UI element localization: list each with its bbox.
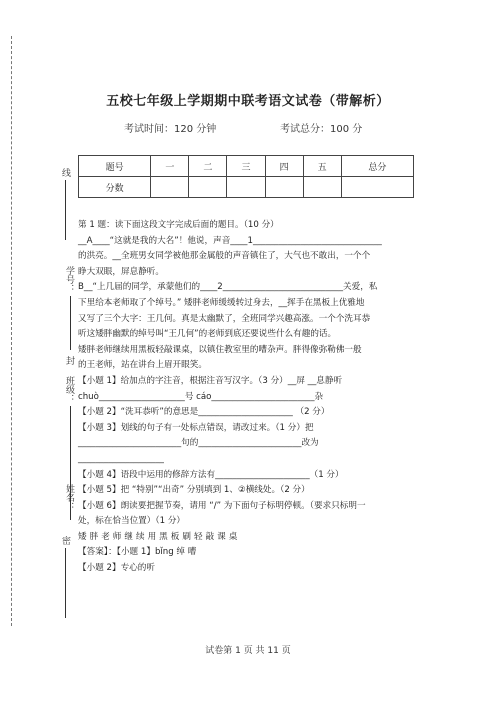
passage-line: 又写了三个大字：王几何。真是太幽默了，全班同学兴趣高涨。一个个洗耳恭 <box>78 313 371 324</box>
subquestion-3-blanks: ________________________句的________________________改为 <box>78 438 319 449</box>
score-table-header-cell: 四 <box>265 156 303 177</box>
binding-label-xian: 线 <box>60 168 70 177</box>
score-cell[interactable] <box>303 177 341 198</box>
passage-line: __A____“这就是我的大名”！他说，声音____1______________________________ <box>78 235 382 246</box>
subquestion-1: 【小题 1】给加点的字注音，根据注音写汉字。（3 分）__屏 __息静听 <box>78 375 343 386</box>
score-table-header-cell: 一 <box>151 156 189 177</box>
binding-rule <box>65 180 66 240</box>
exam-total-score: 考试总分：100 分 <box>280 124 363 135</box>
subquestion-3: 【小题 3】划线的句子有一处标点错误，请改过来。（1 分）把 <box>78 422 314 433</box>
score-table-score-row <box>79 177 414 198</box>
score-table-header-cell: 题号 <box>79 156 151 177</box>
subquestion-1-blanks: chuò____________________号 cáo________________________杂 <box>78 391 324 402</box>
passage-line: 下里给本老师取了个绰号。” 矮胖老师缓缓转过身去，__挥手在黑板上优雅地 <box>78 297 365 308</box>
score-cell[interactable] <box>189 177 227 198</box>
score-table-header-row <box>79 156 414 177</box>
student-name-line <box>70 456 71 520</box>
binding-label-mi: 密 <box>60 536 70 545</box>
passage-line: B__“上几届的同学，承蒙他们的____2____________________________关爱，私 <box>78 282 378 293</box>
page-footer: 试卷第 1 页 共 11 页 <box>205 646 291 656</box>
score-table-header-cell: 三 <box>227 156 265 177</box>
subquestion-6: 【小题 6】朗读要把握节奏，请用 “/” 为下面句子标明停顿。（要求只标明一 <box>78 500 366 511</box>
subquestion-3-blank-tail: ____________________ <box>78 453 164 464</box>
passage-line: 的王老师，站在讲台上眉开眼笑。 <box>78 360 207 371</box>
passage-line: 睁大双眼，屏息静听。 <box>78 266 164 277</box>
passage-line: 听这矮胖幽默的绰号叫“王几何”的老师到底还要说些什么有趣的话。 <box>78 329 337 340</box>
score-cell[interactable] <box>265 177 303 198</box>
subquestion-6-cont: 处，标在恰当位置）（1 分） <box>78 516 186 527</box>
passage-line: 矮胖老师继续用黑板轻敲课桌，以镇住教室里的嘈杂声。胖得像弥勒佛一般 <box>78 344 362 355</box>
question-intro: 第 1 题：读下面这段文字完成后面的题目。（10 分） <box>78 220 279 230</box>
score-table <box>78 155 414 198</box>
score-table-header-cell: 总分 <box>341 156 413 177</box>
answer-line-2: 【小题 2】专心的听 <box>78 563 155 574</box>
score-table-header-cell: 二 <box>189 156 227 177</box>
exam-title: 五校七年级上学期期中联考语文试卷（带解析） <box>106 94 390 109</box>
score-row-label: 分数 <box>79 177 151 198</box>
passage-line: 的洪亮。__全班男女同学被他那金属般的声音镇住了，大气也不敢出，一个个 <box>78 251 371 262</box>
subquestion-2: 【小题 2】“洗耳恭听”的意思是______________________ （2 分） <box>78 407 330 418</box>
score-table-header-cell: 五 <box>303 156 341 177</box>
score-cell[interactable] <box>151 177 189 198</box>
question-content <box>78 218 418 577</box>
student-name-label: 姓名： <box>64 484 74 511</box>
binding-rule-bottom <box>65 548 66 618</box>
class-label: 班级： <box>64 376 74 403</box>
student-number-label: 学号： <box>64 266 74 293</box>
binding-label-feng: 封 <box>64 356 74 365</box>
score-cell[interactable] <box>341 177 413 198</box>
exam-time: 考试时间：120 分钟 <box>124 124 217 135</box>
student-number-line <box>70 296 71 350</box>
subquestion-4: 【小题 4】语段中运用的修辞方法有______________________（1 分） <box>78 469 344 480</box>
subquestion-5: 【小题 5】把 “特别”“出奇” 分别填到 1、②横线处。（2 分） <box>78 485 310 496</box>
score-cell[interactable] <box>227 177 265 198</box>
subquestion-6-sentence: 矮胖老师继续用黑板刷轻敲课桌 <box>78 531 241 542</box>
answer-line: 【答案】：【小题 1】bǐng 绰 嘈 <box>78 547 197 558</box>
